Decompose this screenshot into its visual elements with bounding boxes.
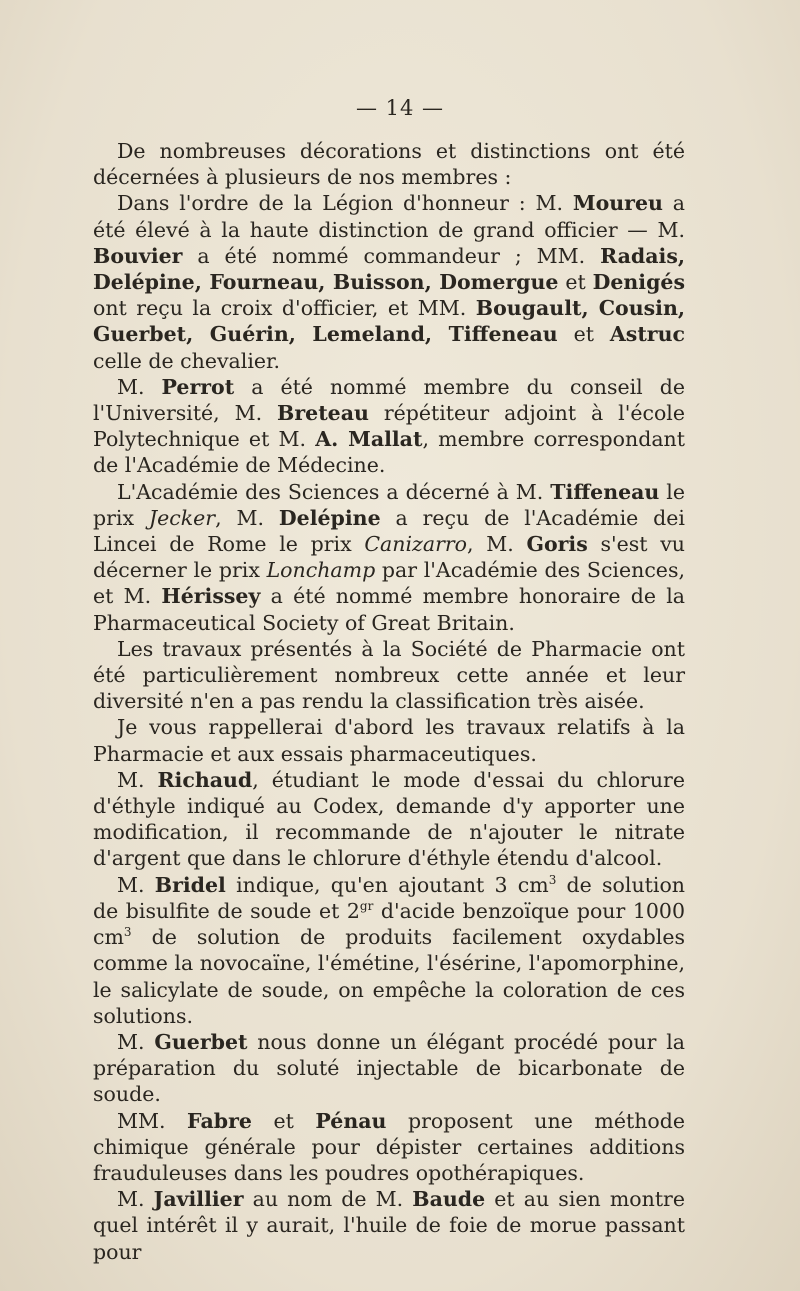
superscript: gr	[359, 899, 374, 914]
text-run: , membre correspondant de l'Académie de Médecine.	[93, 427, 685, 478]
text-run: de solution de bisulfite de soude et 2	[93, 872, 686, 923]
bold-name: Javillier	[153, 1187, 244, 1212]
text-run: le prix	[93, 479, 685, 530]
text-run: et	[557, 322, 610, 347]
superscript: 3	[548, 872, 557, 887]
text-run: ont reçu la croix d'officier, et MM.	[93, 296, 476, 321]
bold-name: Breteau	[277, 401, 369, 426]
text-run: proposent une méthode chimique générale pour dépister certaines additions frauduleuses dans les poudres opothérapiques.	[93, 1108, 685, 1185]
text-run: a été nommé membre du conseil de l'Université, M.	[93, 374, 686, 426]
bold-name: Bridel	[154, 872, 226, 897]
paragraph	[93, 1186, 685, 1265]
text-run: a été élevé à la haute distinction de grand officier — M.	[93, 191, 685, 242]
text-run: nous donne un élégant procédé pour la préparation du soluté injectable de bicarbonate de soude.	[93, 1029, 685, 1107]
text-run: par l'Académie des Sciences, et M.	[93, 558, 685, 609]
bold-name: Perrot	[161, 374, 235, 399]
paragraph	[93, 872, 685, 1029]
text-run: et au sien montre quel intérêt il y aurait, l'huile de foie de morue passant pour	[93, 1187, 685, 1264]
text-run: au nom de M.	[243, 1187, 413, 1212]
text-run: d'acide benzoïque pour 1000 cm	[93, 898, 686, 950]
superscript: 3	[123, 925, 132, 940]
paragraph	[93, 190, 685, 373]
text-run: et	[558, 270, 593, 295]
text-run: M.	[117, 1187, 154, 1212]
text-run: et	[251, 1108, 316, 1133]
italic-prize-name: Jecker	[148, 505, 216, 530]
text-run: M.	[117, 374, 162, 399]
bold-name: Astruc	[609, 322, 685, 347]
text-run: L'Académie des Sciences a décerné à M.	[117, 479, 551, 504]
bold-name: Radais, Delépine, Fourneau, Buisson, Domergue	[93, 243, 685, 295]
text-run: indique, qu'en ajoutant 3 cm	[225, 872, 549, 897]
bold-name: Tiffeneau	[550, 479, 660, 504]
bold-name: Bougault, Cousin, Guerbet, Guérin, Lemeland, Tiffeneau	[93, 296, 685, 347]
bold-name: Richaud	[157, 767, 253, 792]
text-run: Dans l'ordre de la Légion d'honneur : M.	[117, 191, 573, 216]
paragraph	[93, 1108, 685, 1187]
text-run: Je vous rappellerai d'abord les travaux relatifs à la Pharmacie et aux essais pharmaceutiques.	[93, 715, 685, 766]
paragraph	[93, 636, 685, 715]
paragraph	[93, 138, 685, 190]
text-run: Les travaux présentés à la Société de Pharmacie ont été particulièrement nombreux cette année et leur diversité n'en a pas rendu la classification très aisée.	[93, 636, 685, 714]
bold-name: Hérissey	[161, 584, 261, 609]
text-run: a reçu de l'Académie dei Lincei de Rome le prix	[93, 505, 685, 557]
text-run: répétiteur adjoint à l'école Polytechnique et M.	[93, 401, 685, 452]
bold-name: Bouvier	[93, 243, 183, 268]
text-run: a été nommé commandeur ; MM.	[182, 243, 601, 268]
italic-prize-name: Lonchamp	[266, 558, 376, 583]
text-run: , étudiant le mode d'essai du chlorure d'éthyle indiqué au Codex, demande d'y apporter une modification, il recommande de n'ajouter le nitrate d'argent que dans le chlorure d'éthyle étendu d'alcool.	[93, 767, 685, 871]
bold-name: Pénau	[315, 1108, 387, 1133]
text-run: a été nommé membre honoraire de la Pharmaceutical Society of Great Britain.	[93, 584, 685, 635]
bold-name: Moureu	[572, 191, 663, 216]
text-run: , M.	[215, 505, 279, 530]
text-run: celle de chevalier.	[93, 348, 281, 373]
bold-name: A. Mallat	[315, 427, 423, 452]
text-run: M.	[117, 1029, 155, 1054]
italic-prize-name: Canizarro	[364, 532, 468, 557]
bold-name: Goris	[526, 532, 588, 557]
text-run: M.	[117, 872, 155, 897]
page-number: — 14 —	[355, 96, 445, 120]
body-text	[93, 138, 685, 1265]
bold-name: Fabre	[187, 1108, 252, 1133]
text-run: M.	[117, 767, 158, 792]
text-run: , M.	[467, 532, 527, 557]
bold-name: Guerbet	[154, 1029, 248, 1054]
text-run: de solution de produits facilement oxydables comme la novocaïne, l'émétine, l'ésérine, l'apomorphine, le salicylate de soude, on empêche la coloration de ces solutions.	[93, 925, 685, 1028]
bold-name: Denigés	[592, 270, 685, 295]
paragraph	[93, 374, 685, 479]
paragraph	[93, 714, 685, 766]
bold-name: Baude	[412, 1187, 486, 1212]
text-run: MM.	[117, 1108, 188, 1133]
bold-name: Delépine	[278, 505, 381, 530]
paragraph	[93, 479, 685, 636]
text-run: De nombreuses décorations et distinctions ont été décernées à plusieurs de nos membres :	[93, 139, 685, 190]
paragraph	[93, 1029, 685, 1108]
text-run: s'est vu décerner le prix	[93, 532, 685, 583]
paragraph	[93, 767, 685, 872]
